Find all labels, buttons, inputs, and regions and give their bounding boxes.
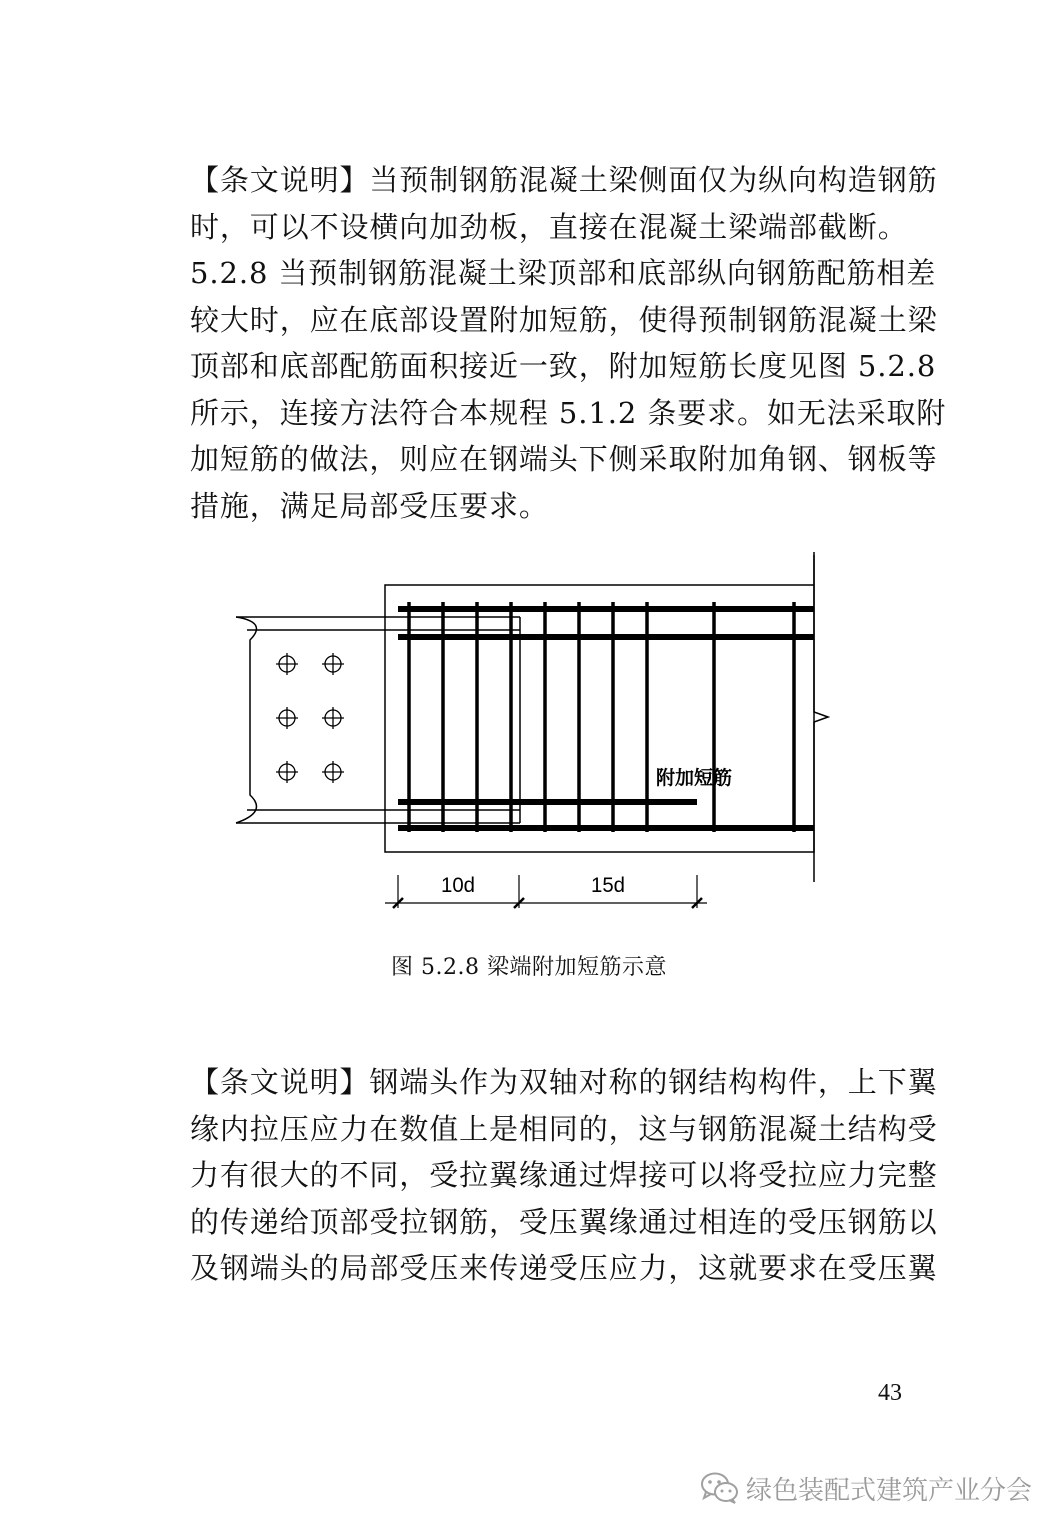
text-line: 【条文说明】当预制钢筋混凝土梁侧面仅为纵向构造钢筋	[190, 163, 938, 197]
longitudinal-bars	[398, 609, 814, 828]
watermark-text: 绿色装配式建筑产业分会	[746, 1475, 1033, 1506]
break-line	[814, 552, 828, 882]
text-line: 措施，满足局部受压要求。	[190, 488, 549, 523]
beam-end-short-bar-diagram	[230, 550, 830, 920]
text-line: 时，可以不设横向加劲板，直接在混凝土梁端部截断。	[190, 209, 908, 244]
text-line: 的传递给顶部受拉钢筋，受压翼缘通过相连的受压钢筋以	[190, 1204, 938, 1239]
text-line: 5.2.8 当预制钢筋混凝土梁顶部和底部纵向钢筋配筋相差	[190, 256, 937, 290]
text-line: 顶部和底部配筋面积接近一致，附加短筋长度见图 5.2.8	[190, 349, 937, 383]
text-line: 较大时，应在底部设置附加短筋，使得预制钢筋混凝土梁	[190, 302, 938, 337]
bolt-hole	[322, 653, 344, 675]
dimension-label-10d: 10d	[441, 874, 475, 897]
text-line: 缘内拉压应力在数值上是相同的，这与钢筋混凝土结构受	[190, 1111, 938, 1146]
figure-caption: 图 5.2.8 梁端附加短筋示意	[391, 955, 667, 980]
paragraph-clause-explanation-1	[190, 157, 947, 529]
bolt-hole	[276, 653, 298, 675]
bolt-holes	[276, 653, 344, 783]
bolt-hole	[276, 707, 298, 729]
wechat-icon	[700, 1471, 740, 1505]
text-line: 加短筋的做法，则应在钢端头下侧采取附加角钢、钢板等	[190, 442, 938, 476]
bolt-hole	[322, 761, 344, 783]
text-line: 【条文说明】钢端头作为双轴对称的钢结构构件，上下翼	[190, 1065, 938, 1099]
text-line: 所示，连接方法符合本规程 5.1.2 条要求。如无法采取附	[190, 395, 947, 430]
page-number: 43	[878, 1380, 902, 1406]
text-line: 及钢端头的局部受压来传递受压应力，这就要求在受压翼	[190, 1251, 938, 1285]
dimension-label-15d: 15d	[591, 874, 625, 897]
paragraph-clause-explanation-2	[190, 1059, 938, 1292]
watermark	[700, 1466, 1032, 1510]
bolt-hole	[276, 761, 298, 783]
dimension-line	[385, 875, 707, 908]
text-line: 力有很大的不同，受拉翼缘通过焊接可以将受拉应力完整	[190, 1158, 938, 1192]
concrete-beam-outline	[385, 555, 814, 852]
bolt-hole	[322, 707, 344, 729]
short-bar-label: 附加短筋	[656, 767, 733, 789]
